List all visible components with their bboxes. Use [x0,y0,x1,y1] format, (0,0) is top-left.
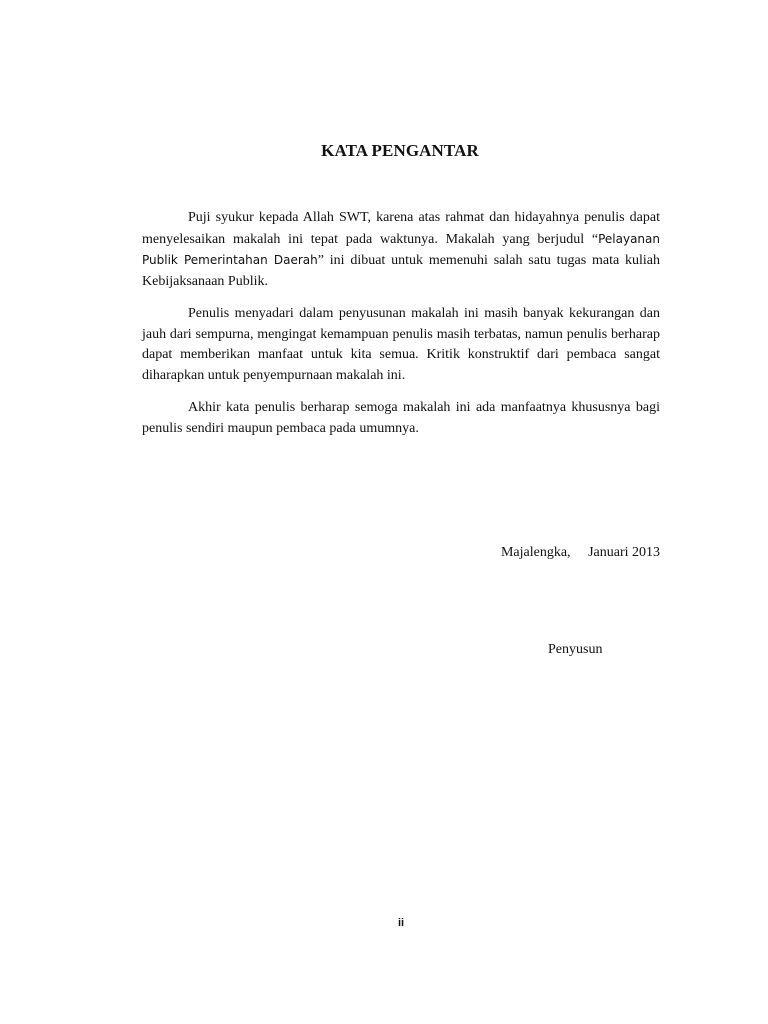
paragraph-2: Penulis menyadari dalam penyusunan makalah ini masih banyak kekurangan dan jauh dari sempurna, mengingat kemampuan penulis masih terbatas, namun penulis berharap dapat memberikan manfaat untuk kita semua. Kritik konstruktif dari pembaca sangat diharapkan untuk penyempurnaan makalah ini. [142,306,660,383]
page-number: ii [397,917,405,929]
paragraph-3: Akhir kata penulis berharap semoga makalah ini ada manfaatnya khususnya bagi penulis sendiri maupun pembaca pada umumnya. [142,400,660,436]
paragraph-1-before: Puji syukur kepada Allah SWT, karena atas rahmat dan hidayahnya penulis dapat menyelesaikan makalah ini tepat pada waktunya. Makalah yang berjudul “ [142,210,660,247]
body-text [142,208,660,451]
signer: Penyusun [548,642,603,657]
page-title: KATA PENGANTAR [321,141,479,160]
date: Januari 2013 [588,545,660,560]
place-date [501,545,660,561]
paragraph-1 [142,208,660,292]
place: Majalengka, [500,545,571,560]
paper-title-reference: Pelayanan Publik Pemerintahan Daerah [142,231,660,267]
paragraph-1-after: ” ini dibuat untuk memenuhi salah satu tugas mata kuliah Kebijaksanaan Publik. [142,253,660,289]
